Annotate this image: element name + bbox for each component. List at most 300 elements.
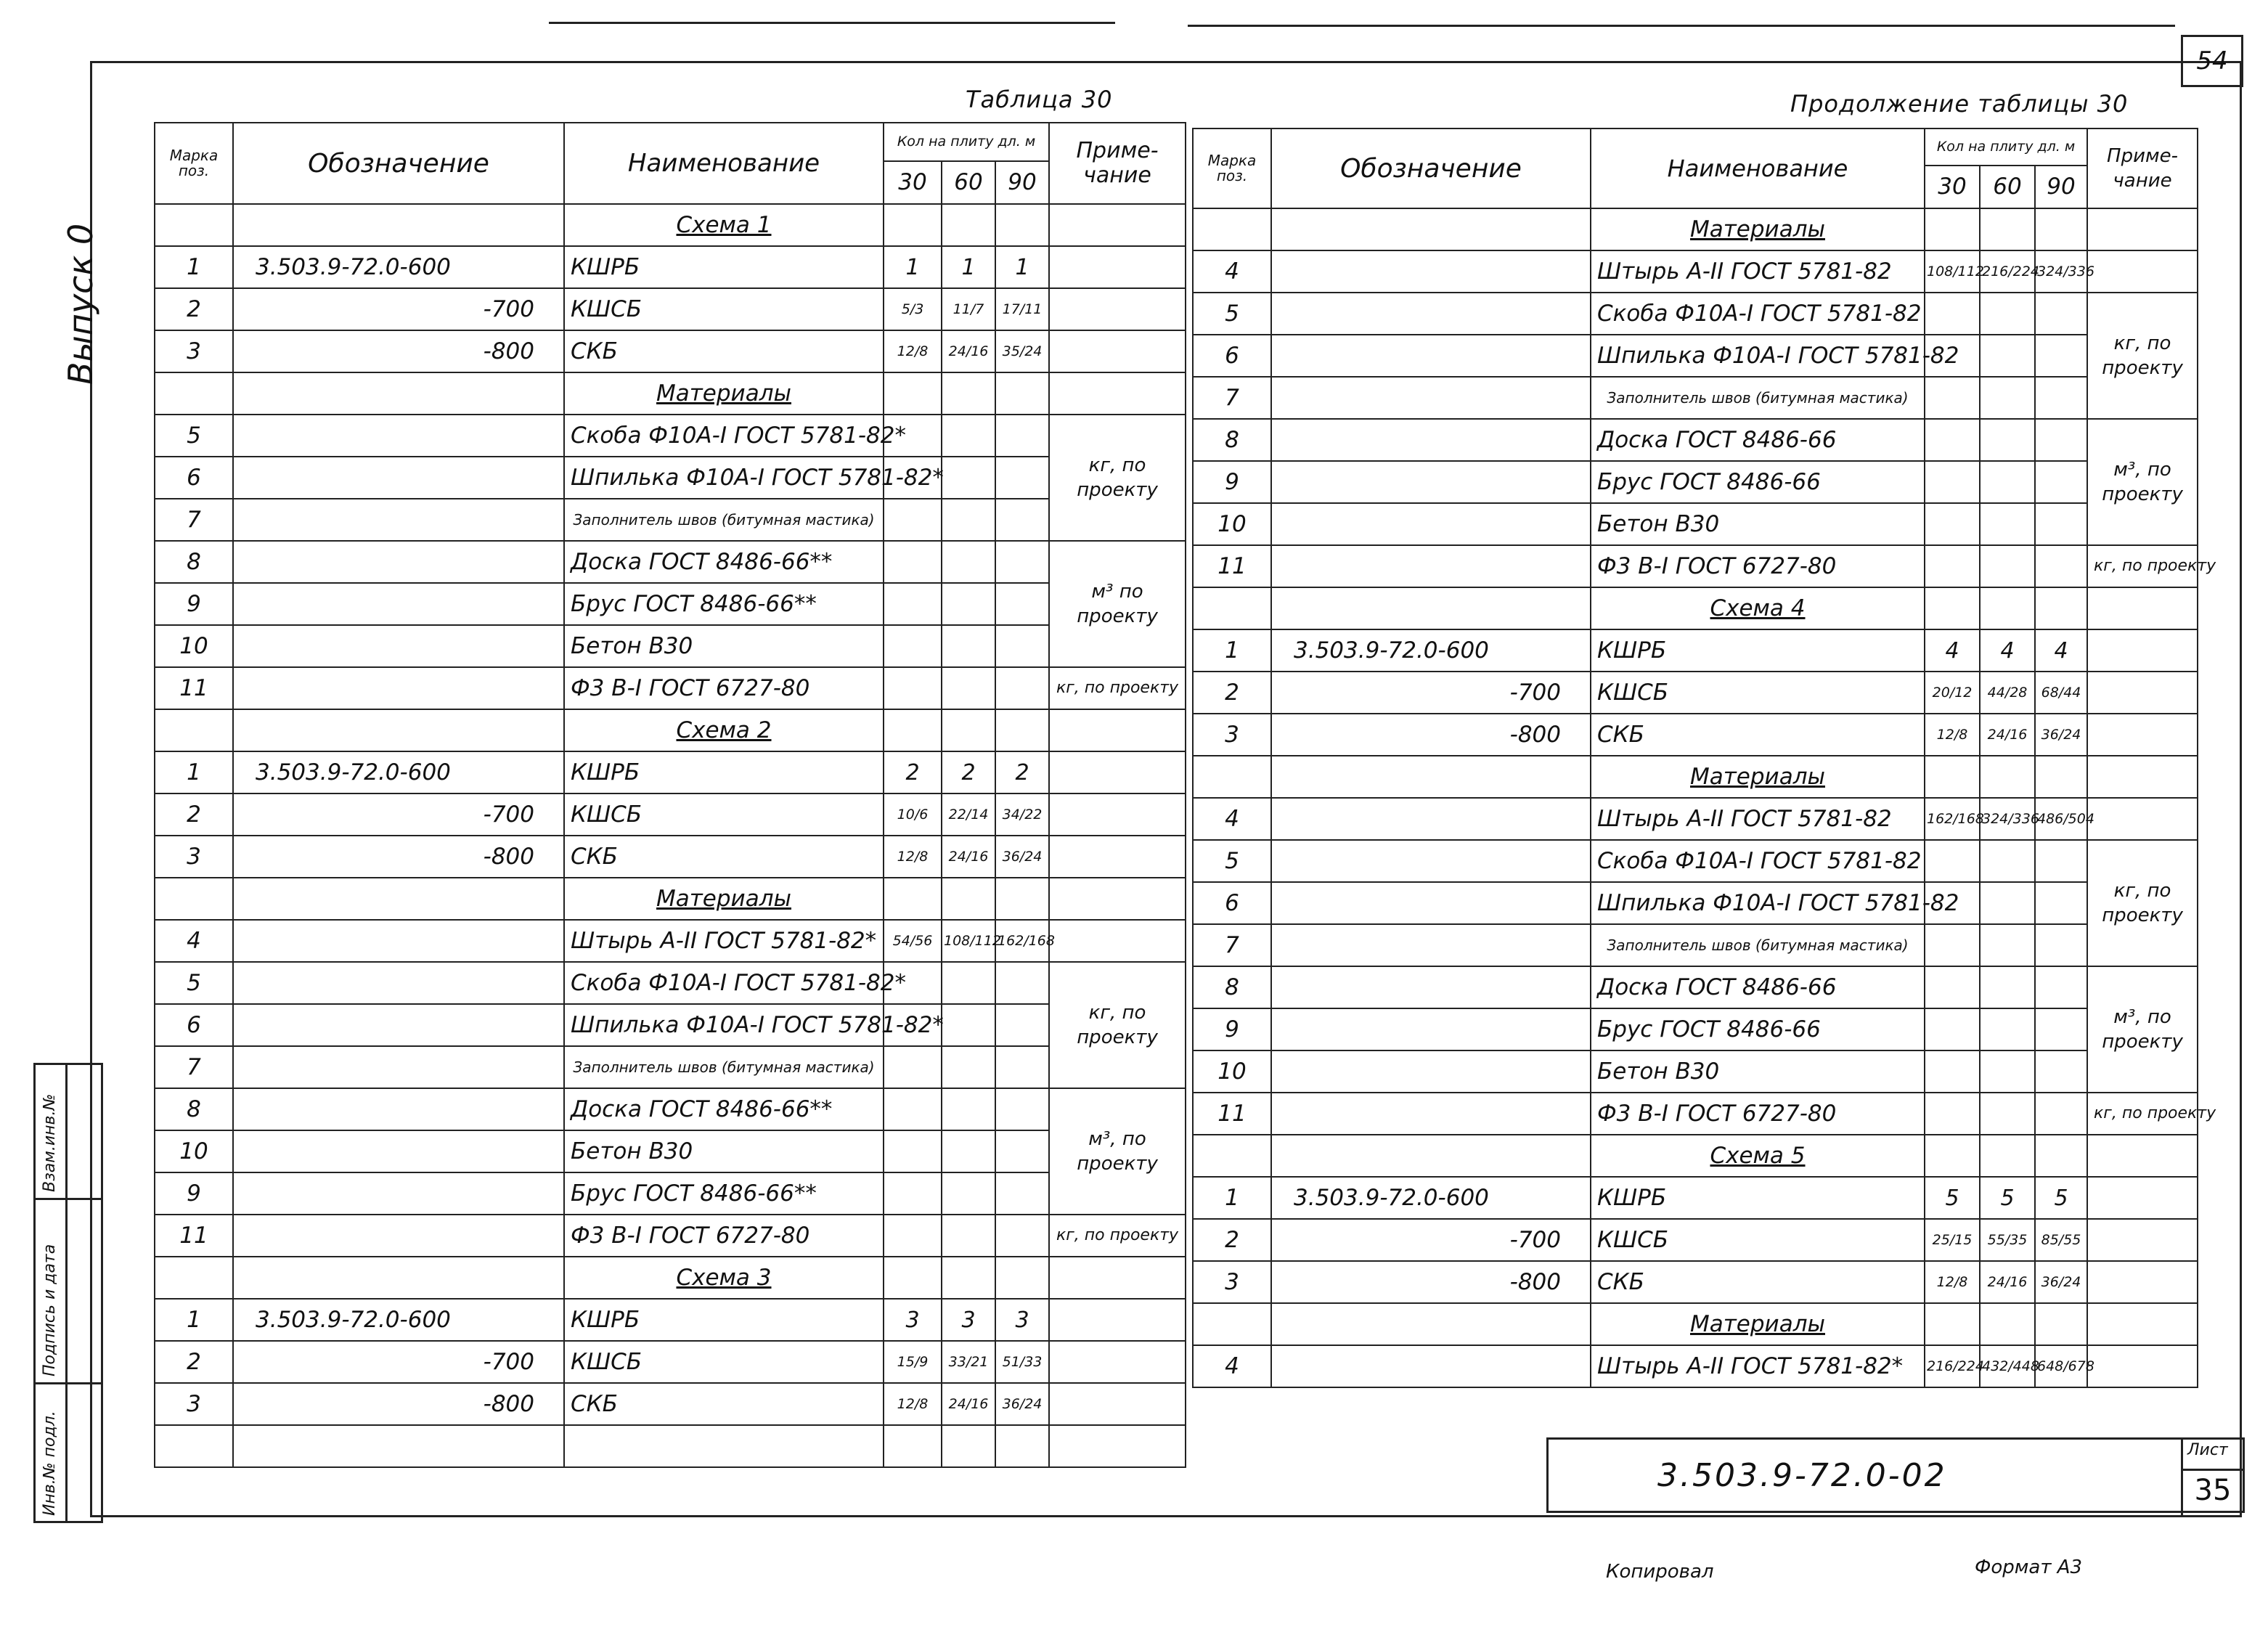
- cell-name: СКБ: [564, 330, 884, 372]
- table-row: [1193, 1219, 2198, 1261]
- table-row: [1193, 629, 2198, 672]
- table-row: [1193, 1050, 2198, 1093]
- cell-designation: [233, 1088, 564, 1130]
- cell-designation: [1271, 840, 1591, 882]
- hdr-len-30: 30: [884, 161, 942, 204]
- cell-name: [564, 1425, 884, 1467]
- cell-qty-60: [942, 541, 995, 583]
- section-row: [1193, 756, 2198, 798]
- cell-qty-30: 12/8: [884, 836, 942, 878]
- cell-name: КШСБ: [1591, 672, 1925, 714]
- cell-name: Ф3 В-I ГОСТ 6727-80: [1591, 545, 1925, 587]
- hdr-name: Наименование: [564, 123, 884, 204]
- side-title: Выпуск 0: [61, 223, 100, 385]
- cell-designation: [1271, 1008, 1591, 1050]
- cell-name: Схема 3: [564, 1257, 884, 1299]
- table-row: [1193, 1008, 2198, 1050]
- table-row: [155, 1046, 1186, 1088]
- cell-name: СКБ: [1591, 714, 1925, 756]
- cell-qty-30: [1925, 1135, 1980, 1177]
- cell-mark: 4: [1193, 250, 1271, 293]
- hdr-len-60: 60: [1980, 166, 2035, 208]
- cell-qty-90: 34/22: [995, 793, 1049, 836]
- cell-qty-90: [2035, 1135, 2087, 1177]
- table-row: [155, 1172, 1186, 1215]
- table-row: [155, 415, 1186, 457]
- cell-qty-30: [884, 204, 942, 246]
- cell-note: [2087, 756, 2198, 798]
- cell-qty-60: [942, 372, 995, 415]
- cell-qty-30: 12/8: [1925, 1261, 1980, 1303]
- cell-qty-60: 24/16: [942, 836, 995, 878]
- cell-qty-30: 12/8: [884, 1383, 942, 1425]
- cell-qty-90: [2035, 1008, 2087, 1050]
- cell-qty-60: [942, 625, 995, 667]
- cell-qty-30: 54/56: [884, 920, 942, 962]
- cell-mark: 9: [155, 583, 233, 625]
- cell-qty-90: [2035, 924, 2087, 966]
- side-label-vzam: Взам.инв.№: [41, 1093, 59, 1192]
- cell-designation: [1271, 1093, 1591, 1135]
- table-row: [155, 1383, 1186, 1425]
- cell-qty-30: 12/8: [1925, 714, 1980, 756]
- cell-mark: 8: [155, 1088, 233, 1130]
- cell-qty-30: [1925, 419, 1980, 461]
- cell-name: СКБ: [1591, 1261, 1925, 1303]
- table-row: [155, 246, 1186, 288]
- cell-designation: -700: [1271, 1219, 1591, 1261]
- cell-qty-60: 24/16: [942, 1383, 995, 1425]
- table-row: [155, 1425, 1186, 1467]
- cell-mark: 6: [155, 457, 233, 499]
- table-row: [155, 962, 1186, 1004]
- cell-qty-30: [1925, 545, 1980, 587]
- table-row: [1193, 672, 2198, 714]
- cell-mark: [155, 1257, 233, 1299]
- table-row: [155, 1299, 1186, 1341]
- hdr-len-60: 60: [942, 161, 995, 204]
- cell-qty-30: 10/6: [884, 793, 942, 836]
- table-row: [155, 583, 1186, 625]
- cell-name: Бетон В30: [564, 625, 884, 667]
- cell-qty-30: [884, 499, 942, 541]
- cell-name: Бетон В30: [1591, 1050, 1925, 1093]
- cell-name: Скоба Ф10А-I ГОСТ 5781-82: [1591, 840, 1925, 882]
- cell-mark: 11: [155, 667, 233, 709]
- cell-qty-90: [995, 1425, 1049, 1467]
- cell-mark: 10: [1193, 1050, 1271, 1093]
- cell-qty-30: [1925, 587, 1980, 629]
- cell-designation: [233, 1215, 564, 1257]
- cell-designation: -700: [233, 288, 564, 330]
- table-row: [1193, 1177, 2198, 1219]
- cell-qty-60: 324/336: [1980, 798, 2035, 840]
- cell-qty-90: [2035, 966, 2087, 1008]
- cell-note: м³, по проекту: [1049, 1088, 1186, 1215]
- cell-name: Шпилька Ф10А-I ГОСТ 5781-82*: [564, 1004, 884, 1046]
- cell-qty-30: [1925, 966, 1980, 1008]
- cell-mark: [1193, 756, 1271, 798]
- cell-designation: [233, 415, 564, 457]
- section-row: [155, 709, 1186, 751]
- hdr-note: Приме- чание: [2087, 128, 2198, 208]
- sheet-format: Формат А3: [1975, 1556, 2083, 1578]
- cell-qty-90: [2035, 587, 2087, 629]
- cell-qty-60: 4: [1980, 629, 2035, 672]
- cell-qty-30: [884, 1257, 942, 1299]
- cell-qty-60: 108/112: [942, 920, 995, 962]
- cell-designation: -800: [233, 1383, 564, 1425]
- cell-qty-60: 1: [942, 246, 995, 288]
- cell-designation: [1271, 503, 1591, 545]
- cell-note: кг, по проекту: [1049, 1215, 1186, 1257]
- cell-qty-90: 36/24: [2035, 714, 2087, 756]
- cell-qty-90: [995, 1172, 1049, 1215]
- table-row: [1193, 293, 2198, 335]
- cell-note: м³, по проекту: [2087, 419, 2198, 545]
- table-row: [1193, 545, 2198, 587]
- cell-qty-60: 33/21: [942, 1341, 995, 1383]
- sheet-cell: [2181, 1440, 2243, 1515]
- cell-qty-90: [2035, 293, 2087, 335]
- left-table-caption: Таблица 30: [966, 86, 1113, 113]
- cell-name: Брус ГОСТ 8486-66**: [564, 1172, 884, 1215]
- cell-mark: 2: [155, 1341, 233, 1383]
- cell-qty-60: [942, 583, 995, 625]
- hdr-name: Наименование: [1591, 128, 1925, 208]
- cell-note: [1049, 372, 1186, 415]
- cell-designation: [233, 457, 564, 499]
- cell-designation: [1271, 461, 1591, 503]
- cell-qty-60: [1980, 924, 2035, 966]
- cell-note: [1049, 246, 1186, 288]
- cell-designation: [1271, 756, 1591, 798]
- cell-note: кг, по проекту: [2087, 545, 2198, 587]
- table-row: [155, 793, 1186, 836]
- cell-qty-30: [1925, 1050, 1980, 1093]
- cell-qty-60: [942, 1088, 995, 1130]
- cell-designation: [233, 878, 564, 920]
- cell-qty-30: [884, 1130, 942, 1172]
- cell-designation: [233, 204, 564, 246]
- cell-designation: [1271, 587, 1591, 629]
- cell-name: Брус ГОСТ 8486-66: [1591, 1008, 1925, 1050]
- table-row: [1193, 419, 2198, 461]
- cell-mark: 7: [1193, 924, 1271, 966]
- table-row: [1193, 840, 2198, 882]
- cell-qty-90: [995, 878, 1049, 920]
- cell-designation: [233, 372, 564, 415]
- cell-note: [2087, 250, 2198, 293]
- cell-designation: [1271, 882, 1591, 924]
- cell-designation: 3.503.9-72.0-600: [1271, 1177, 1591, 1219]
- cell-name: Шпилька Ф10А-I ГОСТ 5781-82: [1591, 335, 1925, 377]
- cell-qty-90: [2035, 545, 2087, 587]
- table-row: [155, 1004, 1186, 1046]
- table-row: [155, 541, 1186, 583]
- cell-note: [1049, 288, 1186, 330]
- side-stamp-divider: [65, 1063, 68, 1523]
- cell-qty-90: [995, 1046, 1049, 1088]
- hdr-qty: Кол на плиту дл. м: [884, 123, 1049, 161]
- cell-designation: [233, 541, 564, 583]
- cell-note: [1049, 709, 1186, 751]
- cell-name: Материалы: [564, 878, 884, 920]
- cell-qty-90: [995, 1215, 1049, 1257]
- cell-qty-60: [942, 1172, 995, 1215]
- cell-qty-60: 5: [1980, 1177, 2035, 1219]
- cell-qty-90: [2035, 882, 2087, 924]
- cell-name: Скоба Ф10А-I ГОСТ 5781-82*: [564, 415, 884, 457]
- cell-name: Материалы: [1591, 756, 1925, 798]
- cell-qty-60: 22/14: [942, 793, 995, 836]
- cell-qty-90: [995, 1257, 1049, 1299]
- cell-mark: [155, 204, 233, 246]
- cell-name: Штырь А-II ГОСТ 5781-82*: [564, 920, 884, 962]
- cell-designation: [1271, 208, 1591, 250]
- cell-note: [2087, 1303, 2198, 1345]
- cell-qty-30: [1925, 756, 1980, 798]
- cell-name: Штырь А-II ГОСТ 5781-82: [1591, 798, 1925, 840]
- cell-name: Шпилька Ф10А-I ГОСТ 5781-82*: [564, 457, 884, 499]
- cell-note: м³, по проекту: [2087, 966, 2198, 1093]
- cell-name: Доска ГОСТ 8486-66: [1591, 966, 1925, 1008]
- cell-name: КШСБ: [564, 1341, 884, 1383]
- cell-mark: 3: [155, 836, 233, 878]
- section-row: [1193, 1135, 2198, 1177]
- cell-qty-90: [995, 499, 1049, 541]
- cell-designation: -800: [233, 836, 564, 878]
- title-block: [1546, 1437, 2245, 1513]
- cell-qty-90: 51/33: [995, 1341, 1049, 1383]
- cell-mark: 4: [1193, 798, 1271, 840]
- table-row: [1193, 377, 2198, 419]
- cell-note: [1049, 1383, 1186, 1425]
- cell-qty-90: 486/504: [2035, 798, 2087, 840]
- cell-mark: 4: [1193, 1345, 1271, 1387]
- cell-name: КШРБ: [564, 1299, 884, 1341]
- document-code: 3.503.9-72.0-02: [1657, 1457, 1947, 1494]
- cell-name: Ф3 В-I ГОСТ 6727-80: [1591, 1093, 1925, 1135]
- cell-designation: -800: [1271, 1261, 1591, 1303]
- cell-designation: [233, 667, 564, 709]
- cell-qty-90: [2035, 335, 2087, 377]
- top-rule-left: [549, 22, 1115, 24]
- cell-mark: 1: [155, 751, 233, 793]
- cell-qty-30: 4: [1925, 629, 1980, 672]
- cell-note: [2087, 1345, 2198, 1387]
- table-row: [155, 288, 1186, 330]
- cell-qty-90: 324/336: [2035, 250, 2087, 293]
- cell-designation: [1271, 1050, 1591, 1093]
- cell-designation: [233, 1172, 564, 1215]
- cell-designation: [233, 920, 564, 962]
- table-row: [1193, 798, 2198, 840]
- cell-mark: [1193, 208, 1271, 250]
- cell-qty-90: 68/44: [2035, 672, 2087, 714]
- table-row: [155, 1088, 1186, 1130]
- cell-qty-60: 3: [942, 1299, 995, 1341]
- cell-note: м³ по проекту: [1049, 541, 1186, 667]
- cell-name: Бетон В30: [1591, 503, 1925, 545]
- cell-mark: 5: [1193, 840, 1271, 882]
- cell-name: Скоба Ф10А-I ГОСТ 5781-82: [1591, 293, 1925, 335]
- cell-note: [2087, 1135, 2198, 1177]
- cell-note: [1049, 751, 1186, 793]
- cell-qty-30: [1925, 377, 1980, 419]
- cell-designation: [233, 962, 564, 1004]
- hdr-designation: Обозначение: [233, 123, 564, 204]
- cell-mark: 2: [155, 793, 233, 836]
- cell-qty-60: [1980, 840, 2035, 882]
- table-row: [155, 625, 1186, 667]
- cell-note: [2087, 208, 2198, 250]
- cell-name: КШРБ: [564, 246, 884, 288]
- cell-designation: [233, 709, 564, 751]
- cell-qty-90: 3: [995, 1299, 1049, 1341]
- cell-qty-60: 432/448: [1980, 1345, 2035, 1387]
- cell-name: Доска ГОСТ 8486-66: [1591, 419, 1925, 461]
- cell-note: [1049, 1257, 1186, 1299]
- cell-note: кг, по проекту: [1049, 667, 1186, 709]
- cell-designation: -700: [1271, 672, 1591, 714]
- cell-note: кг, по проекту: [1049, 415, 1186, 541]
- cell-designation: [1271, 1135, 1591, 1177]
- cell-note: [1049, 920, 1186, 962]
- cell-mark: 1: [1193, 1177, 1271, 1219]
- cell-qty-90: 85/55: [2035, 1219, 2087, 1261]
- cell-designation: [233, 1004, 564, 1046]
- cell-mark: [155, 1425, 233, 1467]
- table-row: [1193, 1261, 2198, 1303]
- table-row: [155, 457, 1186, 499]
- side-label-inv: Инв.№ подл.: [41, 1411, 59, 1516]
- cell-qty-30: 15/9: [884, 1341, 942, 1383]
- cell-qty-90: [2035, 503, 2087, 545]
- cell-qty-30: 2: [884, 751, 942, 793]
- cell-note: [2087, 587, 2198, 629]
- cell-qty-90: 1: [995, 246, 1049, 288]
- cell-qty-30: 1: [884, 246, 942, 288]
- cell-name: Брус ГОСТ 8486-66**: [564, 583, 884, 625]
- cell-name: Брус ГОСТ 8486-66: [1591, 461, 1925, 503]
- hdr-qty: Кол на плиту дл. м: [1925, 128, 2087, 166]
- cell-designation: [1271, 1303, 1591, 1345]
- cell-name: Заполнитель швов (битумная мастика): [564, 1046, 884, 1088]
- cell-qty-30: [884, 667, 942, 709]
- cell-name: Заполнитель швов (битумная мастика): [1591, 924, 1925, 966]
- cell-qty-30: [884, 583, 942, 625]
- sheet-number: 35: [2183, 1469, 2243, 1507]
- cell-designation: 3.503.9-72.0-600: [233, 1299, 564, 1341]
- cell-mark: 3: [1193, 1261, 1271, 1303]
- cell-qty-90: [2035, 208, 2087, 250]
- cell-qty-60: 24/16: [1980, 714, 2035, 756]
- cell-mark: 2: [1193, 1219, 1271, 1261]
- cell-qty-30: [884, 1425, 942, 1467]
- cell-qty-30: [884, 1046, 942, 1088]
- hdr-mark: Марка поз.: [1193, 128, 1271, 208]
- cell-note: [1049, 793, 1186, 836]
- cell-note: кг, по проекту: [2087, 1093, 2198, 1135]
- cell-qty-90: [2035, 840, 2087, 882]
- cell-name: Штырь А-II ГОСТ 5781-82*: [1591, 1345, 1925, 1387]
- cell-qty-90: [995, 372, 1049, 415]
- cell-mark: 6: [155, 1004, 233, 1046]
- cell-name: КШРБ: [1591, 629, 1925, 672]
- cell-mark: 7: [1193, 377, 1271, 419]
- cell-designation: -700: [233, 793, 564, 836]
- cell-designation: [1271, 1345, 1591, 1387]
- cell-name: Бетон В30: [564, 1130, 884, 1172]
- cell-note: [2087, 1261, 2198, 1303]
- cell-qty-90: [995, 457, 1049, 499]
- table-row: [1193, 1345, 2198, 1387]
- cell-qty-30: [1925, 840, 1980, 882]
- hdr-designation: Обозначение: [1271, 128, 1591, 208]
- cell-qty-90: [2035, 1050, 2087, 1093]
- table-row: [155, 667, 1186, 709]
- cell-qty-90: [2035, 419, 2087, 461]
- cell-mark: 6: [1193, 882, 1271, 924]
- cell-mark: [1193, 1135, 1271, 1177]
- cell-qty-60: 55/35: [1980, 1219, 2035, 1261]
- cell-qty-30: 25/15: [1925, 1219, 1980, 1261]
- table-row: [1193, 882, 2198, 924]
- cell-qty-90: 648/678: [2035, 1345, 2087, 1387]
- cell-qty-60: [942, 1130, 995, 1172]
- cell-qty-60: [1980, 461, 2035, 503]
- hdr-mark: Марка поз.: [155, 123, 233, 204]
- cell-qty-90: 36/24: [2035, 1261, 2087, 1303]
- table-row: [1193, 335, 2198, 377]
- cell-qty-90: [995, 1004, 1049, 1046]
- cell-qty-30: [1925, 1303, 1980, 1345]
- cell-qty-60: [1980, 503, 2035, 545]
- hdr-len-90: 90: [2035, 166, 2087, 208]
- cell-qty-60: [1980, 545, 2035, 587]
- right-table-caption: Продолжение таблицы 30: [1790, 90, 2129, 118]
- cell-qty-30: 108/112: [1925, 250, 1980, 293]
- cell-designation: [1271, 966, 1591, 1008]
- cell-qty-90: [995, 667, 1049, 709]
- section-row: [1193, 587, 2198, 629]
- cell-name: Схема 1: [564, 204, 884, 246]
- cell-mark: 9: [1193, 1008, 1271, 1050]
- cell-note: [1049, 1299, 1186, 1341]
- cell-mark: 1: [1193, 629, 1271, 672]
- cell-mark: 3: [155, 330, 233, 372]
- cell-qty-60: [942, 1004, 995, 1046]
- table-row: [1193, 714, 2198, 756]
- cell-qty-30: [1925, 293, 1980, 335]
- cell-qty-60: [1980, 882, 2035, 924]
- cell-name: Ф3 В-I ГОСТ 6727-80: [564, 667, 884, 709]
- cell-name: СКБ: [564, 836, 884, 878]
- cell-mark: [155, 709, 233, 751]
- cell-name: Схема 2: [564, 709, 884, 751]
- cell-mark: 11: [155, 1215, 233, 1257]
- cell-mark: 11: [1193, 545, 1271, 587]
- cell-designation: [233, 1425, 564, 1467]
- cell-name: Схема 5: [1591, 1135, 1925, 1177]
- section-row: [1193, 1303, 2198, 1345]
- cell-qty-30: [1925, 924, 1980, 966]
- cell-name: Материалы: [1591, 208, 1925, 250]
- cell-designation: [1271, 250, 1591, 293]
- table-row: [155, 751, 1186, 793]
- cell-mark: 8: [1193, 419, 1271, 461]
